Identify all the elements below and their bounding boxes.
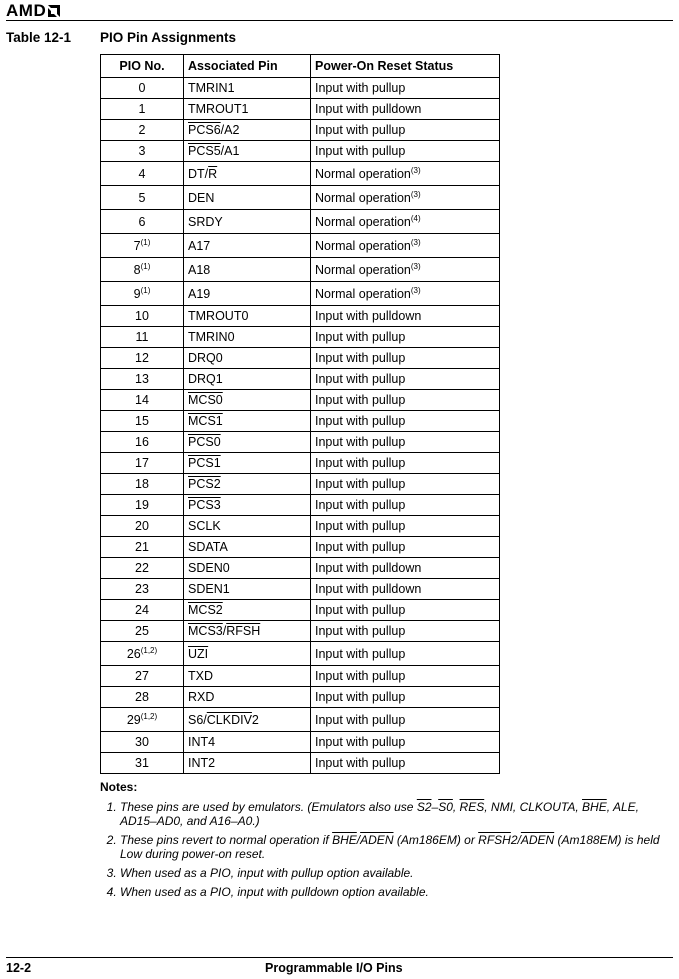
- cell-reset-status: [311, 600, 500, 621]
- overlined-signal: PCS2: [188, 477, 221, 491]
- cell-associated-pin: [184, 558, 311, 579]
- cell-associated-pin: [184, 474, 311, 495]
- cell-reset-status: [311, 99, 500, 120]
- cell-pio-no: [101, 186, 184, 210]
- cell-reset-status: [311, 495, 500, 516]
- text-segment: SDATA: [188, 540, 228, 554]
- table-row: [101, 432, 500, 453]
- pio-number: 5: [138, 190, 146, 205]
- text-segment: TMROUT1: [188, 102, 249, 116]
- cell-pio-no: [101, 516, 184, 537]
- status-text: Normal operation: [315, 238, 411, 253]
- text-segment: 2: [251, 712, 259, 727]
- cell-pio-no: [101, 621, 184, 642]
- status-text: Input with pullup: [315, 477, 406, 491]
- overlined-signal: S2: [416, 800, 432, 814]
- cell-associated-pin: [184, 258, 311, 282]
- cell-reset-status: [311, 141, 500, 162]
- cell-pio-no: [101, 474, 184, 495]
- table-title: PIO Pin Assignments: [100, 30, 237, 45]
- cell-associated-pin: [184, 621, 311, 642]
- cell-reset-status: [311, 516, 500, 537]
- text-segment: 2/: [510, 833, 521, 847]
- text-segment: These pins revert to normal operation if: [120, 833, 333, 847]
- status-text: Input with pullup: [315, 81, 406, 95]
- overlined-signal: CLKDIV: [206, 712, 252, 727]
- pio-number: 30: [135, 735, 149, 749]
- overlined-signal: RFSH: [478, 833, 511, 847]
- text-segment: DRQ1: [188, 372, 223, 386]
- cell-reset-status: [311, 753, 500, 774]
- status-text: Input with pullup: [315, 646, 406, 661]
- cell-reset-status: [311, 348, 500, 369]
- pio-number: 8: [133, 262, 141, 277]
- notes-section: [100, 780, 672, 904]
- text-segment: S6/: [188, 712, 207, 727]
- cell-pio-no: [101, 708, 184, 732]
- cell-pio-no: [101, 162, 184, 186]
- status-footnote: (4): [410, 213, 421, 223]
- status-text: Input with pulldown: [315, 561, 422, 575]
- pio-number: 27: [135, 669, 149, 683]
- overlined-signal: ADEN: [520, 833, 555, 847]
- cell-pio-no: [101, 453, 184, 474]
- status-footnote: (3): [410, 261, 421, 271]
- table-number: Table 12-1: [6, 30, 72, 45]
- status-text: Normal operation: [315, 190, 411, 205]
- cell-pio-no: [101, 579, 184, 600]
- cell-pio-no: [101, 600, 184, 621]
- cell-reset-status: [311, 78, 500, 99]
- col-header-reset-status: Power-On Reset Status: [311, 55, 500, 78]
- table-row: [101, 642, 500, 666]
- cell-pio-no: [101, 99, 184, 120]
- footer-rule: [6, 957, 673, 958]
- text-segment: , NMI, CLKOUTA,: [484, 800, 583, 814]
- table-row: [101, 600, 500, 621]
- table-row: [101, 258, 500, 282]
- cell-pio-no: [101, 642, 184, 666]
- cell-pio-no: [101, 327, 184, 348]
- text-segment: DEN: [188, 190, 215, 205]
- cell-reset-status: [311, 390, 500, 411]
- status-text: Input with pullup: [315, 393, 406, 407]
- cell-reset-status: [311, 234, 500, 258]
- note-item: [120, 833, 672, 861]
- cell-associated-pin: [184, 495, 311, 516]
- table-row: [101, 687, 500, 708]
- text-segment: /A2: [220, 123, 240, 137]
- status-text: Input with pullup: [315, 624, 406, 638]
- cell-reset-status: [311, 453, 500, 474]
- status-text: Input with pullup: [315, 351, 406, 365]
- status-text: Input with pullup: [315, 712, 406, 727]
- status-text: Normal operation: [315, 214, 411, 229]
- overlined-signal: MCS3: [188, 624, 223, 638]
- status-footnote: (3): [410, 237, 421, 247]
- notes-title: Notes:: [100, 780, 138, 794]
- cell-associated-pin: [184, 753, 311, 774]
- pio-number: 10: [135, 309, 149, 323]
- cell-associated-pin: [184, 306, 311, 327]
- status-text: Input with pullup: [315, 330, 406, 344]
- cell-associated-pin: [184, 120, 311, 141]
- table-row: [101, 99, 500, 120]
- text-segment: These pins are used by emulators. (Emulators also use: [120, 800, 417, 814]
- overlined-signal: S0: [438, 800, 453, 814]
- footer-section-title: Programmable I/O Pins: [265, 961, 403, 975]
- pio-number: 28: [135, 690, 149, 704]
- cell-associated-pin: [184, 99, 311, 120]
- text-segment: TMROUT0: [188, 309, 249, 323]
- pio-number: 18: [135, 477, 149, 491]
- table-row: [101, 411, 500, 432]
- overlined-signal: MCS1: [188, 414, 223, 428]
- cell-associated-pin: [184, 162, 311, 186]
- cell-associated-pin: [184, 234, 311, 258]
- overlined-signal: RFSH: [226, 624, 261, 638]
- cell-reset-status: [311, 621, 500, 642]
- status-text: Input with pullup: [315, 123, 406, 137]
- text-segment: A18: [188, 262, 211, 277]
- status-text: Normal operation: [315, 166, 411, 181]
- status-footnote: (3): [410, 285, 421, 295]
- cell-pio-no: [101, 432, 184, 453]
- table-row: [101, 78, 500, 99]
- cell-reset-status: [311, 558, 500, 579]
- pio-number: 17: [135, 456, 149, 470]
- cell-pio-no: [101, 120, 184, 141]
- text-segment: DT/: [188, 166, 209, 181]
- status-text: Input with pullup: [315, 540, 406, 554]
- text-segment: A17: [188, 238, 211, 253]
- table-row: [101, 390, 500, 411]
- text-segment: /: [222, 624, 227, 638]
- table-row: [101, 621, 500, 642]
- status-text: Input with pullup: [315, 669, 406, 683]
- overlined-signal: MCS2: [188, 603, 223, 617]
- pio-number: 26: [126, 646, 141, 661]
- cell-pio-no: [101, 348, 184, 369]
- table-row: [101, 495, 500, 516]
- cell-reset-status: [311, 210, 500, 234]
- pio-number: 4: [138, 166, 146, 181]
- table-row: [101, 210, 500, 234]
- note-item: [120, 885, 672, 899]
- status-text: Input with pulldown: [315, 102, 422, 116]
- cell-pio-no: [101, 411, 184, 432]
- cell-associated-pin: [184, 411, 311, 432]
- cell-pio-no: [101, 78, 184, 99]
- page-number: 12-2: [6, 961, 32, 975]
- pio-number: 21: [135, 540, 149, 554]
- amd-arrow-icon: [48, 5, 60, 17]
- cell-pio-no: [101, 753, 184, 774]
- text-segment: TXD: [188, 669, 213, 683]
- pio-number: 7: [133, 238, 141, 253]
- cell-pio-no: [101, 258, 184, 282]
- cell-associated-pin: [184, 708, 311, 732]
- cell-pio-no: [101, 687, 184, 708]
- cell-associated-pin: [184, 579, 311, 600]
- table-row: [101, 282, 500, 306]
- text-segment: SDEN0: [188, 561, 230, 575]
- status-text: Input with pullup: [315, 498, 406, 512]
- table-body: [101, 78, 500, 774]
- pio-number: 25: [135, 624, 149, 638]
- cell-associated-pin: [184, 666, 311, 687]
- text-segment: RXD: [188, 690, 215, 704]
- cell-associated-pin: [184, 687, 311, 708]
- table-row: [101, 234, 500, 258]
- pio-number-footnote: (1,2): [140, 711, 158, 721]
- text-segment: DRQ0: [188, 351, 223, 365]
- cell-associated-pin: [184, 453, 311, 474]
- status-text: Input with pullup: [315, 144, 406, 158]
- status-footnote: (3): [410, 189, 421, 199]
- pio-number: 19: [135, 498, 149, 512]
- logo-text: AMD: [6, 1, 47, 20]
- cell-associated-pin: [184, 732, 311, 753]
- cell-reset-status: [311, 258, 500, 282]
- table-row: [101, 558, 500, 579]
- status-text: Normal operation: [315, 262, 411, 277]
- status-text: Input with pulldown: [315, 582, 422, 596]
- cell-reset-status: [311, 120, 500, 141]
- cell-reset-status: [311, 687, 500, 708]
- cell-pio-no: [101, 390, 184, 411]
- cell-associated-pin: [184, 537, 311, 558]
- pio-number: 29: [126, 712, 141, 727]
- cell-pio-no: [101, 495, 184, 516]
- status-text: Input with pulldown: [315, 309, 422, 323]
- table-row: [101, 579, 500, 600]
- cell-reset-status: [311, 411, 500, 432]
- cell-reset-status: [311, 579, 500, 600]
- cell-reset-status: [311, 474, 500, 495]
- note-item: [120, 866, 672, 880]
- cell-associated-pin: [184, 210, 311, 234]
- cell-reset-status: [311, 327, 500, 348]
- col-header-pio-no: PIO No.: [101, 55, 184, 78]
- pio-number: 15: [135, 414, 149, 428]
- text-segment: , ALE, AD15–AD0, and A16–A0.): [120, 800, 639, 828]
- status-text: Input with pullup: [315, 735, 406, 749]
- pio-number: 14: [135, 393, 149, 407]
- cell-associated-pin: [184, 390, 311, 411]
- overlined-signal: $\overline{BHE}$: [332, 833, 357, 847]
- status-text: Input with pullup: [315, 603, 406, 617]
- text-segment: When used as a PIO, input with pulldown option available.: [120, 885, 429, 899]
- text-segment: (Am186EM) or: [393, 833, 479, 847]
- cell-associated-pin: [184, 642, 311, 666]
- status-text: Input with pullup: [315, 435, 406, 449]
- notes-list: [100, 800, 672, 899]
- text-segment: SCLK: [188, 519, 221, 533]
- text-segment: TMRIN1: [188, 81, 235, 95]
- cell-associated-pin: [184, 141, 311, 162]
- cell-pio-no: [101, 306, 184, 327]
- overlined-signal: $\overline{UZI}$: [188, 646, 209, 661]
- cell-pio-no: [101, 369, 184, 390]
- amd-logo: [6, 1, 60, 21]
- pio-number-footnote: (1): [140, 237, 151, 247]
- pio-number: 6: [138, 214, 146, 229]
- cell-associated-pin: [184, 600, 311, 621]
- pio-number: 13: [135, 372, 149, 386]
- cell-pio-no: [101, 732, 184, 753]
- table-row: [101, 753, 500, 774]
- status-text: Input with pullup: [315, 756, 406, 770]
- cell-associated-pin: [184, 327, 311, 348]
- table-row: [101, 474, 500, 495]
- pio-number: 1: [138, 102, 146, 116]
- text-segment: INT2: [188, 756, 216, 770]
- pio-pin-table: [100, 54, 500, 774]
- cell-reset-status: [311, 708, 500, 732]
- col-header-associated-pin: Associated Pin: [184, 55, 311, 78]
- cell-associated-pin: [184, 348, 311, 369]
- cell-pio-no: [101, 282, 184, 306]
- overlined-signal: ADEN: [360, 833, 394, 847]
- cell-reset-status: [311, 432, 500, 453]
- text-segment: /: [356, 833, 361, 847]
- cell-associated-pin: [184, 186, 311, 210]
- text-segment: When used as a PIO, input with pullup option available.: [120, 866, 414, 880]
- table-row: [101, 327, 500, 348]
- cell-associated-pin: [184, 282, 311, 306]
- status-text: Input with pullup: [315, 456, 406, 470]
- overlined-signal: PCS6: [188, 123, 221, 137]
- pio-number: 2: [138, 123, 146, 137]
- overlined-signal: PCS1: [188, 456, 221, 470]
- status-text: Input with pullup: [315, 372, 406, 386]
- pio-number-footnote: (1): [140, 261, 151, 271]
- text-segment: ,: [452, 800, 460, 814]
- cell-pio-no: [101, 558, 184, 579]
- pio-number: 16: [135, 435, 149, 449]
- pio-number: 23: [135, 582, 149, 596]
- status-footnote: (3): [410, 165, 421, 175]
- pio-number: 12: [135, 351, 149, 365]
- pio-number: 0: [138, 81, 146, 95]
- status-text: Input with pullup: [315, 690, 406, 704]
- text-segment: /A1: [220, 144, 240, 158]
- pio-number: 31: [135, 756, 149, 770]
- overlined-signal: $\overline{BHE}$: [582, 800, 607, 814]
- cell-associated-pin: [184, 369, 311, 390]
- pio-number: 11: [135, 330, 149, 344]
- cell-reset-status: [311, 666, 500, 687]
- table-header-row: [101, 55, 500, 78]
- table-row: [101, 141, 500, 162]
- pio-number: 24: [135, 603, 149, 617]
- cell-reset-status: [311, 369, 500, 390]
- cell-reset-status: [311, 186, 500, 210]
- overlined-signal: $\overline{R}$: [208, 166, 218, 181]
- pio-number: 9: [133, 286, 141, 301]
- pio-number: 3: [138, 144, 146, 158]
- header-rule: [6, 20, 673, 21]
- table-row: [101, 120, 500, 141]
- table-row: [101, 516, 500, 537]
- pio-number: 20: [135, 519, 149, 533]
- table-row: [101, 162, 500, 186]
- text-segment: SRDY: [188, 214, 223, 229]
- table-row: [101, 306, 500, 327]
- text-segment: TMRIN0: [188, 330, 235, 344]
- cell-associated-pin: [184, 78, 311, 99]
- text-segment: –: [431, 800, 439, 814]
- cell-reset-status: [311, 537, 500, 558]
- status-text: Input with pullup: [315, 519, 406, 533]
- cell-associated-pin: [184, 432, 311, 453]
- table-caption: [6, 30, 236, 45]
- cell-pio-no: [101, 234, 184, 258]
- pio-number: 22: [135, 561, 149, 575]
- cell-reset-status: [311, 162, 500, 186]
- overlined-signal: PCS3: [188, 498, 221, 512]
- cell-pio-no: [101, 141, 184, 162]
- cell-pio-no: [101, 210, 184, 234]
- table-row: [101, 186, 500, 210]
- table-row: [101, 537, 500, 558]
- cell-reset-status: [311, 642, 500, 666]
- overlined-signal: PCS5: [188, 144, 221, 158]
- table-row: [101, 348, 500, 369]
- text-segment: INT4: [188, 735, 216, 749]
- cell-pio-no: [101, 537, 184, 558]
- cell-pio-no: [101, 666, 184, 687]
- overlined-signal: PCS0: [188, 435, 221, 449]
- table-row: [101, 666, 500, 687]
- status-text: Normal operation: [315, 286, 411, 301]
- text-segment: (Am188EM) is held Low during power-on reset.: [120, 833, 660, 861]
- cell-associated-pin: [184, 516, 311, 537]
- table-row: [101, 732, 500, 753]
- note-item: [120, 800, 672, 828]
- pio-number-footnote: (1,2): [140, 645, 158, 655]
- text-segment: SDEN1: [188, 582, 230, 596]
- overlined-signal: MCS0: [188, 393, 223, 407]
- cell-reset-status: [311, 282, 500, 306]
- pio-number-footnote: (1): [140, 285, 151, 295]
- cell-reset-status: [311, 732, 500, 753]
- table-row: [101, 708, 500, 732]
- table-row: [101, 453, 500, 474]
- status-text: Input with pullup: [315, 414, 406, 428]
- table-row: [101, 369, 500, 390]
- cell-reset-status: [311, 306, 500, 327]
- text-segment: A19: [188, 286, 211, 301]
- overlined-signal: $\overline{RES}$: [459, 800, 485, 814]
